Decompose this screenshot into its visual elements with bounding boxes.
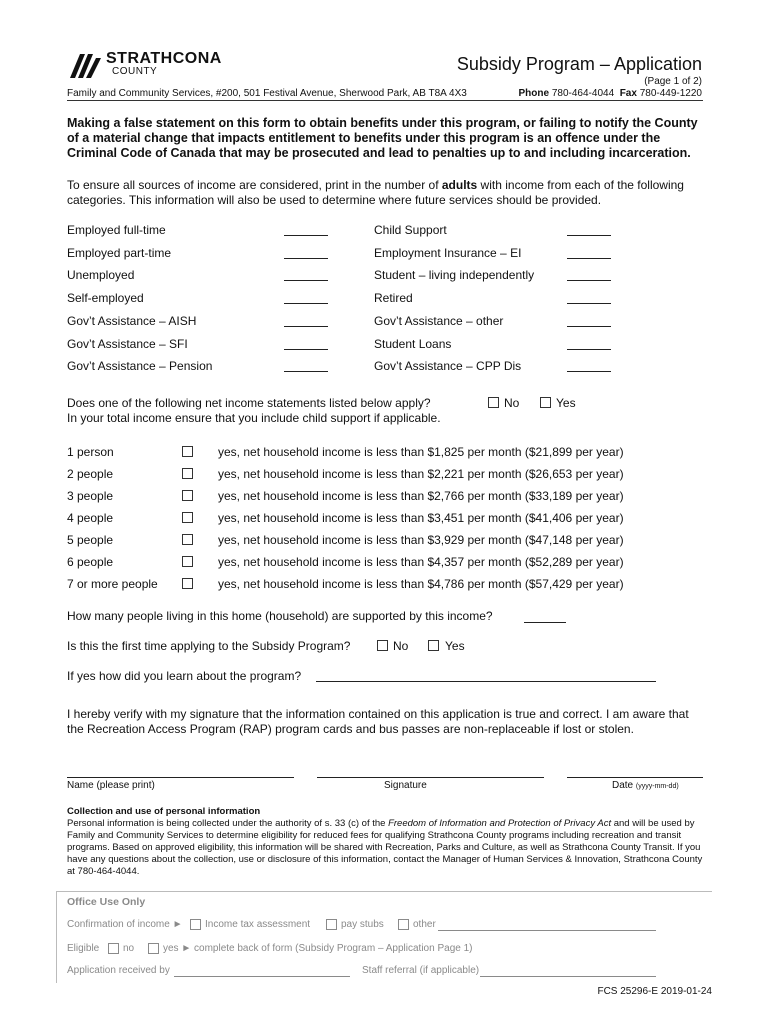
privacy-text bbox=[67, 818, 707, 878]
household-size-checkbox[interactable] bbox=[182, 512, 193, 523]
income-left-count-field[interactable] bbox=[284, 258, 328, 259]
signature-field[interactable] bbox=[317, 777, 544, 778]
income-left-label: Gov’t Assistance – SFI bbox=[67, 336, 188, 351]
income-right-label: Student – living independently bbox=[374, 268, 535, 283]
received-field[interactable] bbox=[174, 976, 350, 977]
household-size-label: 4 people bbox=[67, 511, 114, 525]
income-right-count-field[interactable] bbox=[567, 235, 611, 236]
office-divider-horizontal bbox=[56, 891, 712, 892]
phone-label: Phone bbox=[518, 88, 550, 99]
intro-before: To ensure all sources of income are considered, print in the number of bbox=[67, 178, 442, 192]
household-size-label: 3 people bbox=[67, 489, 114, 503]
household-size-label: 1 person bbox=[67, 445, 114, 459]
household-size-label: 6 people bbox=[67, 555, 114, 569]
household-threshold-text: yes, net household income is less than $2,766 per month ($33,189 per year) bbox=[218, 489, 624, 503]
income-right-count-field[interactable] bbox=[567, 371, 611, 372]
net-income-no-checkbox[interactable] bbox=[488, 397, 499, 408]
income-right-label: Student Loans bbox=[374, 336, 452, 351]
household-size-label: 5 people bbox=[67, 533, 114, 547]
income-left-count-field[interactable] bbox=[284, 280, 328, 281]
signature-label: Signature bbox=[384, 780, 427, 791]
income-right-label: Gov’t Assistance – CPP Dis bbox=[374, 359, 522, 374]
header-divider bbox=[67, 100, 703, 101]
referral-field[interactable] bbox=[480, 976, 656, 977]
privacy-text-1: Personal information is being collected under the authority of s. 33 (c) of the bbox=[67, 818, 389, 829]
first-time-yes-checkbox[interactable] bbox=[428, 640, 439, 651]
income-right-count-field[interactable] bbox=[567, 280, 611, 281]
privacy-title: Collection and use of personal information bbox=[67, 806, 261, 817]
contact-numbers bbox=[519, 88, 702, 99]
household-size-checkbox[interactable] bbox=[182, 468, 193, 479]
office-title: Office Use Only bbox=[67, 896, 146, 908]
household-threshold-text: yes, net household income is less than $4,786 per month ($57,429 per year) bbox=[218, 577, 624, 591]
date-label-text: Date bbox=[612, 780, 634, 791]
income-left-count-field[interactable] bbox=[284, 326, 328, 327]
net-income-yes-checkbox[interactable] bbox=[540, 397, 551, 408]
first-time-no-checkbox[interactable] bbox=[377, 640, 388, 651]
other-field[interactable] bbox=[438, 930, 656, 931]
household-size-label: 2 people bbox=[67, 467, 114, 481]
org-name: STRATHCONA bbox=[106, 50, 222, 67]
income-left-count-field[interactable] bbox=[284, 371, 328, 372]
household-size-checkbox[interactable] bbox=[182, 578, 193, 589]
income-left-label: Employed part-time bbox=[67, 245, 172, 260]
intro-bold: adults bbox=[441, 178, 478, 192]
income-left-label: Gov’t Assistance – AISH bbox=[67, 313, 197, 328]
net-income-yes-label: Yes bbox=[556, 396, 576, 410]
income-left-count-field[interactable] bbox=[284, 349, 328, 350]
tax-checkbox[interactable] bbox=[190, 919, 201, 930]
income-right-count-field[interactable] bbox=[567, 349, 611, 350]
learn-question: If yes how did you learn about the program? bbox=[67, 669, 302, 683]
household-size-checkbox[interactable] bbox=[182, 556, 193, 567]
income-left-label: Self-employed bbox=[67, 291, 144, 306]
first-time-yes-label: Yes bbox=[445, 639, 465, 653]
privacy-text-2: and will be used by Family and Community Services to determine eligibility for reduced fees for qualifying Strathcona County programs including recreation and transit programs. Based on approved eligibility, this information will be shared with Recreation, Parks and Culture, as well as Strathcona County Transit. If you have any questions about the collection, use or disclosure of this information, contact the Manager of Human Services & Innovation, Strathcona County at 780-464-4044. bbox=[67, 818, 703, 877]
net-income-note: In your total income ensure that you include child support if applicable. bbox=[67, 411, 441, 425]
date-format: (yyyy-mm-dd) bbox=[635, 783, 679, 790]
date-field[interactable] bbox=[567, 777, 703, 778]
fax-number: 780-449-1220 bbox=[639, 88, 702, 99]
income-right-count-field[interactable] bbox=[567, 303, 611, 304]
income-left-count-field[interactable] bbox=[284, 235, 328, 236]
other-label: other bbox=[413, 919, 436, 930]
first-time-no-label: No bbox=[393, 639, 409, 653]
page-number: (Page 1 of 2) bbox=[644, 76, 702, 87]
page-title: Subsidy Program – Application bbox=[456, 54, 702, 74]
verification-statement: I hereby verify with my signature that the information contained on this application is true and correct. I am aware that the Recreation Access Program (RAP) program cards and bus passes are non-replaceable if lost or stolen. bbox=[67, 707, 689, 736]
privacy-act: Freedom of Information and Protection of Privacy Act bbox=[388, 818, 612, 829]
stubs-label: pay stubs bbox=[341, 919, 384, 930]
income-right-label: Retired bbox=[374, 291, 413, 306]
org-sub: COUNTY bbox=[112, 66, 158, 77]
eligible-yes-checkbox[interactable] bbox=[148, 943, 159, 954]
eligible-yes-label: yes ► complete back of form (Subsidy Program – Application Page 1) bbox=[163, 943, 473, 954]
fax-label: Fax bbox=[619, 88, 637, 99]
net-income-question: Does one of the following net income statements listed below apply? bbox=[67, 396, 431, 410]
date-label bbox=[612, 780, 679, 791]
income-left-label: Unemployed bbox=[67, 268, 135, 283]
income-right-label: Employment Insurance – EI bbox=[374, 245, 522, 260]
referral-label: Staff referral (if applicable) bbox=[362, 965, 480, 976]
false-statement-warning: Making a false statement on this form to obtain benefits under this program, or failing to notify the County of a material change that impacts entitlement to benefits under this program is an offence under the Criminal Code of Canada that may be prosecuted and lead to penalties up to and including incarceration. bbox=[67, 116, 698, 160]
first-time-question: Is this the first time applying to the Subsidy Program? bbox=[67, 639, 351, 653]
learn-answer-field[interactable] bbox=[316, 681, 656, 682]
household-threshold-text: yes, net household income is less than $4,357 per month ($52,289 per year) bbox=[218, 555, 624, 569]
income-right-count-field[interactable] bbox=[567, 326, 611, 327]
stubs-checkbox[interactable] bbox=[326, 919, 337, 930]
name-label: Name (please print) bbox=[67, 780, 155, 791]
address: Family and Community Services, #200, 501 Festival Avenue, Sherwood Park, AB T8A 4X3 bbox=[67, 88, 467, 99]
household-threshold-text: yes, net household income is less than $1,825 per month ($21,899 per year) bbox=[218, 445, 624, 459]
income-left-label: Gov’t Assistance – Pension bbox=[67, 359, 213, 374]
income-right-label: Gov’t Assistance – other bbox=[374, 313, 504, 328]
household-size-label: 7 or more people bbox=[67, 577, 158, 591]
other-checkbox[interactable] bbox=[398, 919, 409, 930]
income-left-count-field[interactable] bbox=[284, 303, 328, 304]
office-divider-vertical bbox=[56, 891, 57, 983]
net-income-no-label: No bbox=[504, 396, 520, 410]
household-threshold-text: yes, net household income is less than $3,929 per month ($47,148 per year) bbox=[218, 533, 624, 547]
strathcona-logo-icon bbox=[68, 52, 104, 80]
eligible-no-label: no bbox=[123, 943, 135, 954]
tax-label: Income tax assessment bbox=[205, 919, 311, 930]
household-size-checkbox[interactable] bbox=[182, 534, 193, 545]
household-threshold-text: yes, net household income is less than $2,221 per month ($26,653 per year) bbox=[218, 467, 624, 481]
confirmation-label: Confirmation of income ► bbox=[67, 919, 183, 930]
eligible-label: Eligible bbox=[67, 943, 100, 954]
income-instructions bbox=[67, 178, 707, 208]
household-size-checkbox[interactable] bbox=[182, 446, 193, 457]
household-size-checkbox[interactable] bbox=[182, 490, 193, 501]
phone-number: 780-464-4044 bbox=[551, 88, 615, 99]
name-field[interactable] bbox=[67, 777, 294, 778]
eligible-no-checkbox[interactable] bbox=[108, 943, 119, 954]
income-left-label: Employed full-time bbox=[67, 223, 166, 237]
household-threshold-text: yes, net household income is less than $3,451 per month ($41,406 per year) bbox=[218, 511, 624, 525]
income-right-label: Child Support bbox=[374, 223, 447, 237]
household-question: How many people living in this home (household) are supported by this income? bbox=[67, 609, 493, 623]
form-code: FCS 25296-E 2019-01-24 bbox=[597, 986, 712, 997]
income-right-count-field[interactable] bbox=[567, 258, 611, 259]
received-label: Application received by bbox=[67, 965, 170, 976]
intro-after: with income from each of the following categories. This information will also be used to determine where future services should be provided. bbox=[67, 178, 684, 207]
household-count-field[interactable] bbox=[524, 622, 566, 623]
